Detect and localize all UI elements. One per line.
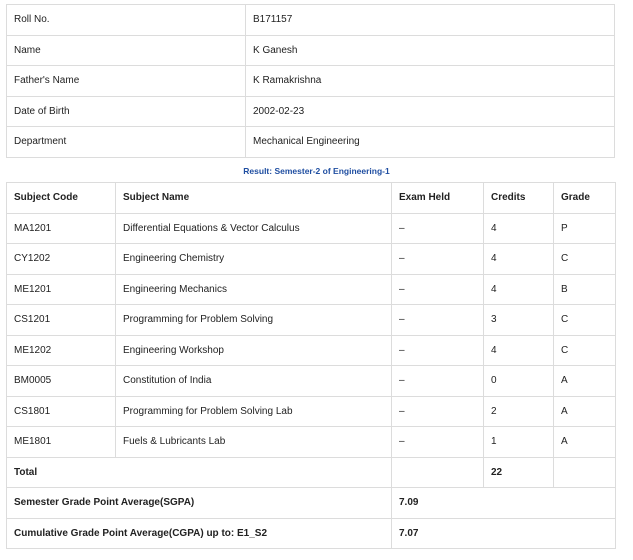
info-label: Date of Birth [7, 96, 246, 127]
table-row [7, 213, 616, 244]
table-row [7, 335, 616, 366]
results-table [6, 182, 616, 549]
table-row [7, 427, 616, 458]
info-value: B171157 [246, 5, 615, 36]
results-header-row [7, 183, 616, 214]
total-exam-held [392, 457, 484, 488]
grade: A [554, 427, 616, 458]
subject-code: ME1801 [7, 427, 116, 458]
credits: 0 [484, 366, 554, 397]
info-value: K Ganesh [246, 35, 615, 66]
credits: 1 [484, 427, 554, 458]
header-subject-code: Subject Code [7, 183, 116, 214]
subject-name: Programming for Problem Solving [116, 305, 392, 336]
info-value: Mechanical Engineering [246, 127, 615, 158]
credits: 4 [484, 335, 554, 366]
exam-held: – [392, 244, 484, 275]
subject-code: ME1202 [7, 335, 116, 366]
grade: P [554, 213, 616, 244]
total-grade [554, 457, 616, 488]
subject-name: Engineering Mechanics [116, 274, 392, 305]
grade: A [554, 396, 616, 427]
credits: 3 [484, 305, 554, 336]
grade: C [554, 335, 616, 366]
result-caption: Result: Semester-2 of Engineering-1 [243, 166, 390, 176]
total-label: Total [7, 457, 392, 488]
credits: 4 [484, 244, 554, 275]
exam-held: – [392, 335, 484, 366]
credits: 2 [484, 396, 554, 427]
table-row [7, 244, 616, 275]
cgpa-label: Cumulative Grade Point Average(CGPA) up to: E1_S2 [7, 518, 392, 549]
subject-code: CS1801 [7, 396, 116, 427]
table-row [7, 274, 616, 305]
info-label: Roll No. [7, 5, 246, 36]
cgpa-row [7, 518, 616, 549]
exam-held: – [392, 427, 484, 458]
subject-name: Fuels & Lubricants Lab [116, 427, 392, 458]
subject-code: BM0005 [7, 366, 116, 397]
info-label: Name [7, 35, 246, 66]
table-row [7, 366, 616, 397]
total-row [7, 457, 616, 488]
credits: 4 [484, 274, 554, 305]
subject-code: ME1201 [7, 274, 116, 305]
grade: A [554, 366, 616, 397]
info-row-department [7, 127, 615, 158]
exam-held: – [392, 396, 484, 427]
sgpa-value: 7.09 [392, 488, 616, 519]
cgpa-value: 7.07 [392, 518, 616, 549]
info-value: 2002-02-23 [246, 96, 615, 127]
exam-held: – [392, 213, 484, 244]
subject-name: Constitution of India [116, 366, 392, 397]
info-label: Department [7, 127, 246, 158]
sgpa-row [7, 488, 616, 519]
info-row-fathers-name [7, 66, 615, 97]
subject-code: CY1202 [7, 244, 116, 275]
header-subject-name: Subject Name [116, 183, 392, 214]
table-row [7, 396, 616, 427]
total-credits: 22 [484, 457, 554, 488]
subject-code: CS1201 [7, 305, 116, 336]
credits: 4 [484, 213, 554, 244]
exam-held: – [392, 366, 484, 397]
subject-name: Engineering Workshop [116, 335, 392, 366]
student-info-table [6, 4, 615, 158]
header-credits: Credits [484, 183, 554, 214]
grade: C [554, 305, 616, 336]
info-row-name [7, 35, 615, 66]
grade: C [554, 244, 616, 275]
info-row-roll-no [7, 5, 615, 36]
subject-name: Programming for Problem Solving Lab [116, 396, 392, 427]
subject-name: Engineering Chemistry [116, 244, 392, 275]
info-row-date-of-birth [7, 96, 615, 127]
sgpa-label: Semester Grade Point Average(SGPA) [7, 488, 392, 519]
subject-code: MA1201 [7, 213, 116, 244]
info-value: K Ramakrishna [246, 66, 615, 97]
exam-held: – [392, 274, 484, 305]
table-row [7, 305, 616, 336]
grade: B [554, 274, 616, 305]
header-grade: Grade [554, 183, 616, 214]
exam-held: – [392, 305, 484, 336]
info-label: Father's Name [7, 66, 246, 97]
subject-name: Differential Equations & Vector Calculus [116, 213, 392, 244]
header-exam-held: Exam Held [392, 183, 484, 214]
